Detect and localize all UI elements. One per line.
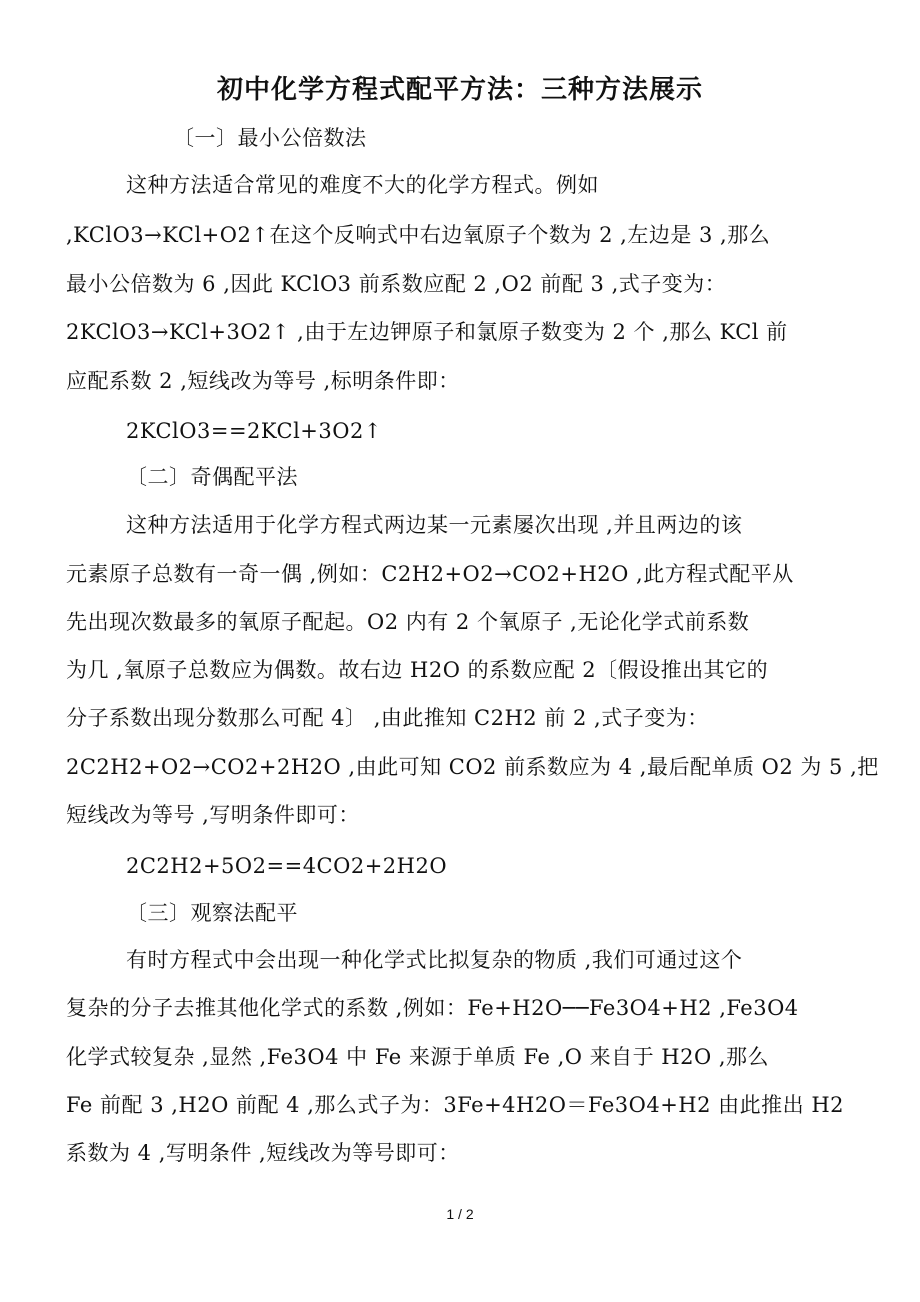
equation-line: 2KClO3==2KCl+3O2↑: [126, 419, 382, 443]
paragraph-line: 这种方法适用于化学方程式两边某一元素屡次出现 ,并且两边的该: [126, 513, 743, 537]
document-title: 初中化学方程式配平方法：三种方法展示: [216, 75, 703, 105]
page-number: 1 / 2: [446, 1206, 474, 1222]
paragraph-line: 这种方法适合常见的难度不大的化学方程式。例如: [126, 173, 599, 197]
paragraph-line: ,KClO3→KCl+O2↑在这个反响式中右边氧原子个数为 2 ,左边是 3 ,那么: [66, 223, 771, 247]
section-heading-1: 〔一〕最小公倍数法: [173, 126, 367, 150]
paragraph-line: 元素原子总数有一奇一偶 ,例如：C2H2+O2→CO2+H2O ,此方程式配平从: [66, 562, 794, 586]
section-heading-3: 〔三〕观察法配平: [126, 901, 298, 925]
paragraph-line: 短线改为等号 ,写明条件即可：: [66, 803, 360, 827]
section-heading-2: 〔二〕奇偶配平法: [126, 465, 298, 489]
paragraph-line: 2C2H2+O2→CO2+2H2O ,由此可知 CO2 前系数应为 4 ,最后配单质 O2 为 5 ,把: [66, 755, 879, 779]
paragraph-line: 先出现次数最多的氧原子配起。O2 内有 2 个氧原子 ,无论化学式前系数: [66, 610, 750, 634]
paragraph-line: Fe 前配 3 ,H2O 前配 4 ,那么式子为：3Fe+4H2O＝Fe3O4+H2 由此推出 H2: [66, 1093, 845, 1117]
paragraph-line: 化学式较复杂 ,显然 ,Fe3O4 中 Fe 来源于单质 Fe ,O 来自于 H2O ,那么: [66, 1045, 770, 1069]
paragraph-line: 2KClO3→KCl+3O2↑ ,由于左边钾原子和氯原子数变为 2 个 ,那么 KCl 前: [66, 320, 788, 344]
paragraph-line: 有时方程式中会出现一种化学式比拟复杂的物质 ,我们可通过这个: [126, 948, 743, 972]
equation-line: 2C2H2+5O2==4CO2+2H2O: [126, 854, 448, 878]
paragraph-line: 为几 ,氧原子总数应为偶数。故右边 H2O 的系数应配 2〔假设推出其它的: [66, 658, 769, 682]
paragraph-line: 复杂的分子去推其他化学式的系数 ,例如：Fe+H2O──Fe3O4+H2 ,Fe3O4: [66, 996, 799, 1020]
paragraph-line: 最小公倍数为 6 ,因此 KClO3 前系数应配 2 ,O2 前配 3 ,式子变为：: [66, 272, 727, 296]
paragraph-line: 系数为 4 ,写明条件 ,短线改为等号即可：: [66, 1141, 460, 1165]
paragraph-line: 分子系数出现分数那么可配 4〕 ,由此推知 C2H2 前 2 ,式子变为：: [66, 706, 709, 730]
paragraph-line: 应配系数 2 ,短线改为等号 ,标明条件即：: [66, 369, 460, 393]
